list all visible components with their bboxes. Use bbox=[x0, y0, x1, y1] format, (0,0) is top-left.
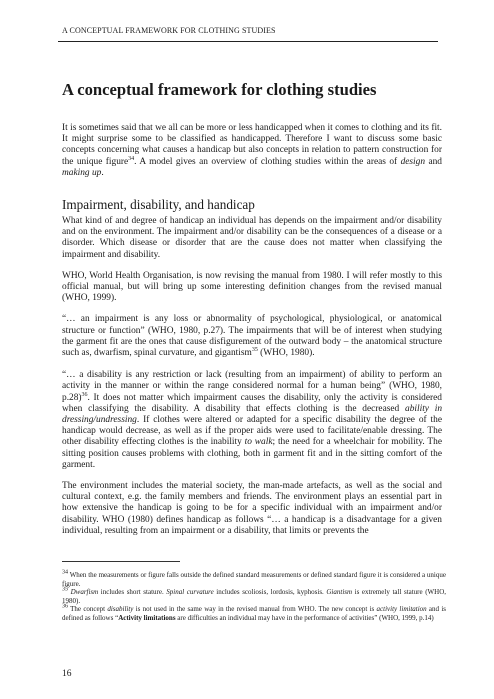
footnote-em: disability bbox=[107, 605, 134, 614]
page-number: 16 bbox=[62, 669, 72, 679]
paragraph-1: What kind of and degree of handicap an individual has depends on the impairment and/or disability and on the environment. The impairment and/or disability can be the consequences of a disease or a disorder. Which disease or disorder that are the cause does not matter when classifying the impairment and disability. bbox=[62, 216, 442, 260]
intro-text-d: . bbox=[101, 167, 104, 178]
p4-text-a: “… a disability is any restriction or lack (resulting from an impairment) of ability to perform an activity in the manner or within the range considered normal for a human being” (WHO, 1980, p.28) bbox=[62, 370, 442, 403]
running-head: A CONCEPTUAL FRAMEWORK FOR CLOTHING STUDIES bbox=[62, 26, 276, 35]
p3-text-a: “… an impairment is any loss or abnormality of psychological, physiological, or anatomical structure or function” (WHO, 1980, p.27). The impairments that will be of interest when studying the garment fit are the ones that cause disfigurement of the outward body – the anatomical structure such as, dwarfism, spinal curvature, and gigantism bbox=[62, 314, 442, 359]
footnote-em: Spinal curvature bbox=[166, 588, 214, 597]
p4-text-b: . It does not matter which impairment causes the disability, only the activity is considered when classifying the disability. A disability that effects clothing is the decreased bbox=[62, 392, 442, 414]
paragraph-5: The environment includes the material society, the man-made artefacts, as well as the social and cultural context, e.g. the family members and friends. The environment plays an essential part in how extensive the handicap is going to be for a specific individual with an impairment and/or disability. WHO (1980) defines handicap as follows “… a handicap is a disadvantage for a given individual, resulting from an impairment or a disability, that limits or prevents the bbox=[62, 481, 442, 536]
footnote-text: are difficulties an individual may have in the performance of activities” (WHO, 1999, p.14) bbox=[175, 613, 434, 622]
p3-text-b: (WHO, 1980). bbox=[257, 348, 315, 359]
paragraph-4 bbox=[62, 370, 442, 471]
footnote-em: Dwarfism bbox=[70, 588, 99, 597]
footnote-rule bbox=[62, 561, 180, 562]
intro-text-b: . A model gives an overview of clothing studies within the areas of bbox=[134, 156, 401, 167]
footnote-36 bbox=[62, 605, 446, 622]
footnote-em: activity limitation bbox=[376, 605, 427, 614]
footnote-text: is extremely tall stature (WHO, 1980). bbox=[62, 588, 447, 605]
footnote-strong: Activity limitations bbox=[118, 613, 176, 622]
footnote-number: 35 bbox=[62, 586, 68, 593]
paragraph-3 bbox=[62, 314, 442, 359]
footnote-ref-36[interactable]: 36 bbox=[81, 391, 88, 398]
footnote-number: 36 bbox=[62, 604, 68, 611]
intro-em-design: design bbox=[400, 156, 426, 167]
p4-text-c: . If clothes were altered or adapted for a specific disability the degree of the handicap would decrease, as well as if the proper aids were used to facilitate/enable dressing. The other disability effecting clothes is the inability bbox=[62, 415, 442, 448]
intro-text-c: and bbox=[425, 156, 442, 167]
footnote-ref-34[interactable]: 34 bbox=[128, 155, 135, 162]
footnotes bbox=[62, 571, 446, 623]
chapter-title: A conceptual framework for clothing studies bbox=[62, 80, 377, 99]
intro-paragraph bbox=[62, 123, 442, 179]
footnote-34 bbox=[62, 571, 446, 588]
intro-em-making-up: making up bbox=[62, 167, 102, 178]
footnote-number: 34 bbox=[62, 569, 68, 576]
paragraph-2: WHO, World Health Organisation, is now revising the manual from 1980. I will refer mostly to this official manual, but will bring up some interesting definition changes from the revised manual (WHO, 1999). bbox=[62, 270, 442, 304]
p4-em-to-walk: to walk bbox=[244, 437, 273, 448]
footnote-text: When the measurements or figure falls outside the defined standard measurements or defined standard figure it is considered a unique figure. bbox=[62, 571, 446, 588]
footnote-text: includes short stature. bbox=[98, 588, 167, 597]
footnote-ref-35[interactable]: 35 bbox=[251, 346, 258, 353]
footnote-35 bbox=[62, 588, 446, 605]
p4-text-d: ; the need for a wheelchair for mobility. The sitting position causes problems with clothing, both in garment fit and in the sitting comfort of the garment. bbox=[62, 437, 442, 470]
footnote-text: and is defined as follows “ bbox=[62, 605, 446, 622]
footnote-text: The concept bbox=[68, 605, 108, 614]
footnote-em: Giantism bbox=[326, 588, 353, 597]
p4-em-dressing: ability in dressing/undressing bbox=[62, 403, 443, 426]
footnote-text: is not used in the same way in the revised manual from WHO. The new concept is bbox=[133, 605, 377, 614]
header-rule bbox=[58, 41, 438, 42]
body-text bbox=[62, 123, 442, 547]
footnote-text: includes scoliosis, lordosis, kyphosis. bbox=[213, 588, 327, 597]
section-heading: Impairment, disability, and handicap bbox=[62, 197, 255, 213]
intro-text-a: It is sometimes said that we all can be more or less handicapped when it comes to clothing and its fit. It might surprise some to be classified as handicapped. Therefore I want to discuss some basic concepts concerning what causes a handicap but also concepts in relation to pattern construction for the unique figure bbox=[62, 123, 442, 167]
